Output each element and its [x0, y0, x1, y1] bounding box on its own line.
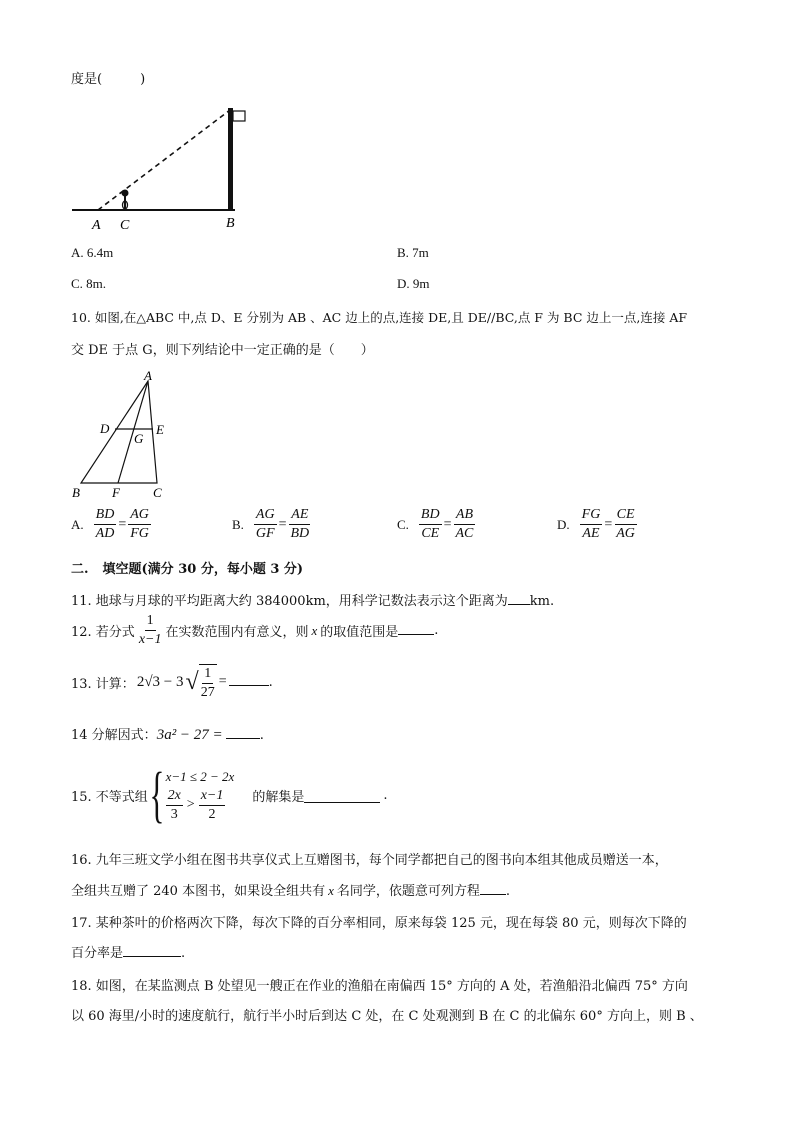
- fraction: [289, 508, 312, 541]
- q11-unit: km.: [529, 594, 555, 609]
- fraction: [254, 508, 277, 541]
- fraction: [614, 508, 637, 541]
- q10-option-c[interactable]: [397, 508, 475, 541]
- equals-sign: =: [118, 516, 127, 532]
- q15-answer-blank[interactable]: [304, 788, 380, 803]
- q12-pre: 12. 若分式: [71, 625, 135, 640]
- q14-pre: 14 分解因式：: [71, 728, 157, 743]
- q16-line2: [71, 880, 510, 899]
- q12-post2: 的取值范围是: [320, 625, 399, 640]
- segment-af: [118, 381, 148, 483]
- q13-expr: 2√3 − 3: [136, 673, 184, 690]
- q12-post: 在实数范围内有意义，则: [165, 625, 309, 640]
- section-title: 填空题(满分 30 分，每小题 3 分): [102, 562, 304, 577]
- q17-answer-blank[interactable]: [123, 956, 181, 957]
- q15-post: 的解集是: [252, 789, 305, 805]
- q18-line1: 18. 如图，在某监测点 B 处望见一艘正在作业的渔船在南偏西 15° 方向的 A 处，若渔船沿北偏西 75° 方向: [71, 979, 688, 994]
- fraction: [128, 508, 151, 541]
- q11-answer-blank[interactable]: [508, 604, 530, 605]
- q10-line2: 交 DE 于点 G，则下列结论中一定正确的是（ ）: [71, 343, 374, 358]
- q13: [71, 664, 273, 700]
- q14-expr: 3a² − 27 =: [156, 727, 223, 743]
- numerator: 1: [202, 667, 213, 684]
- q9-close-paren: ): [140, 72, 146, 87]
- flag: [233, 111, 245, 121]
- denominator: AE: [582, 526, 600, 541]
- label-b: B: [72, 485, 80, 500]
- numerator: x−1: [199, 789, 226, 806]
- q13-end: .: [268, 674, 273, 690]
- denominator: BD: [290, 526, 310, 541]
- q17-line1: 17. 某种茶叶的价格两次下降，每次下降的百分率相同，原来每袋 125 元，现在每袋 80 元，则每次下降的: [71, 916, 687, 931]
- q15: [71, 761, 388, 829]
- numerator: BD: [419, 508, 442, 525]
- q16-line2-end: 名同学，依题意可列方程: [336, 884, 480, 899]
- fraction: [166, 789, 183, 822]
- q13-answer-blank[interactable]: [229, 685, 269, 686]
- q16-answer-blank[interactable]: [480, 894, 506, 895]
- label-e: E: [156, 422, 164, 437]
- q9-option-d[interactable]: D. 9m: [397, 276, 430, 291]
- q11: [71, 590, 554, 609]
- numerator: 2x: [166, 789, 183, 806]
- q12: [71, 614, 438, 647]
- sqrt-sign: √: [185, 668, 199, 695]
- label-f: F: [112, 485, 120, 500]
- q9-tail: [71, 68, 145, 87]
- label-c: C: [153, 485, 162, 500]
- denominator: AG: [616, 526, 635, 541]
- numerator: BD: [94, 508, 117, 525]
- q9-option-b[interactable]: B. 7m: [397, 245, 429, 260]
- q10-option-b[interactable]: [232, 508, 311, 541]
- q12-answer-blank[interactable]: [398, 634, 434, 635]
- q13-fraction: [199, 664, 217, 700]
- q14-end: .: [259, 728, 264, 743]
- numerator: CE: [615, 508, 637, 525]
- option-label: D.: [557, 516, 570, 532]
- q15-system: [166, 769, 235, 822]
- q10-line1: 10. 如图,在△ABC 中,点 D、E 分别为 AB 、AC 边上的点,连接 DE,且 DE∕∕BC,点 F 为 BC 边上一点,连接 AF: [71, 310, 688, 325]
- option-label: C.: [397, 516, 409, 532]
- q16-line1: 16. 九年三班文学小组在图书共享仪式上互赠图书，每个同学都把自己的图书向本组其他成员赠送一本，: [71, 853, 668, 868]
- brace: {: [149, 761, 165, 829]
- q11-text: 11. 地球与月球的平均距离大约 384000km，用科学记数法表示这个距离为: [71, 594, 508, 609]
- q10-option-d[interactable]: [557, 508, 637, 541]
- q12-end: .: [434, 623, 439, 638]
- numerator: AG: [254, 508, 277, 525]
- fraction: [199, 789, 226, 822]
- q9-option-c[interactable]: C. 8m.: [71, 276, 107, 291]
- q12-var: x: [311, 622, 318, 638]
- section-header: [71, 558, 303, 577]
- equals-sign: =: [443, 516, 452, 532]
- q16-var: x: [328, 883, 334, 898]
- numerator: 1: [145, 614, 156, 631]
- label-a: A: [144, 368, 152, 383]
- denominator: AC: [455, 526, 474, 541]
- q13-pre: 13. 计算：: [71, 676, 135, 692]
- denominator: GF: [255, 526, 275, 541]
- q17-line2-text: 百分率是: [71, 946, 124, 961]
- denominator: AD: [95, 526, 115, 541]
- numerator: AG: [128, 508, 151, 525]
- denominator: 2: [208, 806, 216, 822]
- option-label: A.: [71, 516, 84, 532]
- q16-line2-start: 全组共互赠了 240 本图书，如果设全组共有: [71, 884, 326, 899]
- q9-option-a[interactable]: A. 6.4m: [71, 245, 114, 260]
- section-number: 二.: [71, 562, 89, 577]
- q15-ineq1: x−1 ≤ 2 − 2x: [165, 768, 235, 784]
- greater-than: >: [186, 797, 195, 812]
- denominator: FG: [130, 526, 149, 541]
- triangle-abc: [81, 381, 157, 483]
- q14-answer-blank[interactable]: [226, 738, 260, 739]
- numerator: FG: [580, 508, 603, 525]
- q18-line2: 以 60 海里/小时的速度航行，航行半小时后到达 C 处，在 C 处观测到 B 在 C 的北偏东 60° 方向上，则 B 、: [71, 1009, 703, 1024]
- person-head: [122, 190, 129, 197]
- fraction: [580, 508, 603, 541]
- q15-ineq2: [166, 789, 235, 822]
- equals-sign: =: [278, 516, 287, 532]
- q10-option-a[interactable]: [71, 508, 151, 541]
- label-c: C: [120, 218, 130, 233]
- equals-sign: =: [604, 516, 613, 532]
- denominator: 27: [200, 685, 215, 700]
- q14: [71, 724, 264, 744]
- fraction: [419, 508, 442, 541]
- flagpole: [228, 108, 233, 210]
- numerator: AE: [289, 508, 310, 525]
- denominator: x−1: [138, 632, 162, 647]
- q15-end: .: [383, 787, 388, 803]
- fraction: [94, 508, 117, 541]
- denominator: CE: [421, 526, 440, 541]
- denominator: 3: [170, 806, 178, 822]
- q15-pre: 15. 不等式组: [71, 789, 148, 805]
- q16-end: .: [505, 884, 511, 899]
- q9-figure: [70, 104, 260, 234]
- q12-fraction: [137, 614, 164, 647]
- equals-sign: =: [218, 674, 227, 689]
- sight-line: [98, 110, 230, 210]
- q17-end: .: [181, 946, 186, 961]
- label-g: G: [134, 431, 144, 446]
- q10-figure: [68, 368, 178, 503]
- label-b: B: [226, 216, 235, 231]
- fraction: [454, 508, 476, 541]
- label-a: A: [92, 218, 101, 233]
- numerator: AB: [454, 508, 475, 525]
- option-label: B.: [232, 516, 244, 532]
- label-d: D: [100, 421, 110, 436]
- q9-tail-text: 度是(: [71, 72, 103, 87]
- q17-line2: [71, 942, 185, 961]
